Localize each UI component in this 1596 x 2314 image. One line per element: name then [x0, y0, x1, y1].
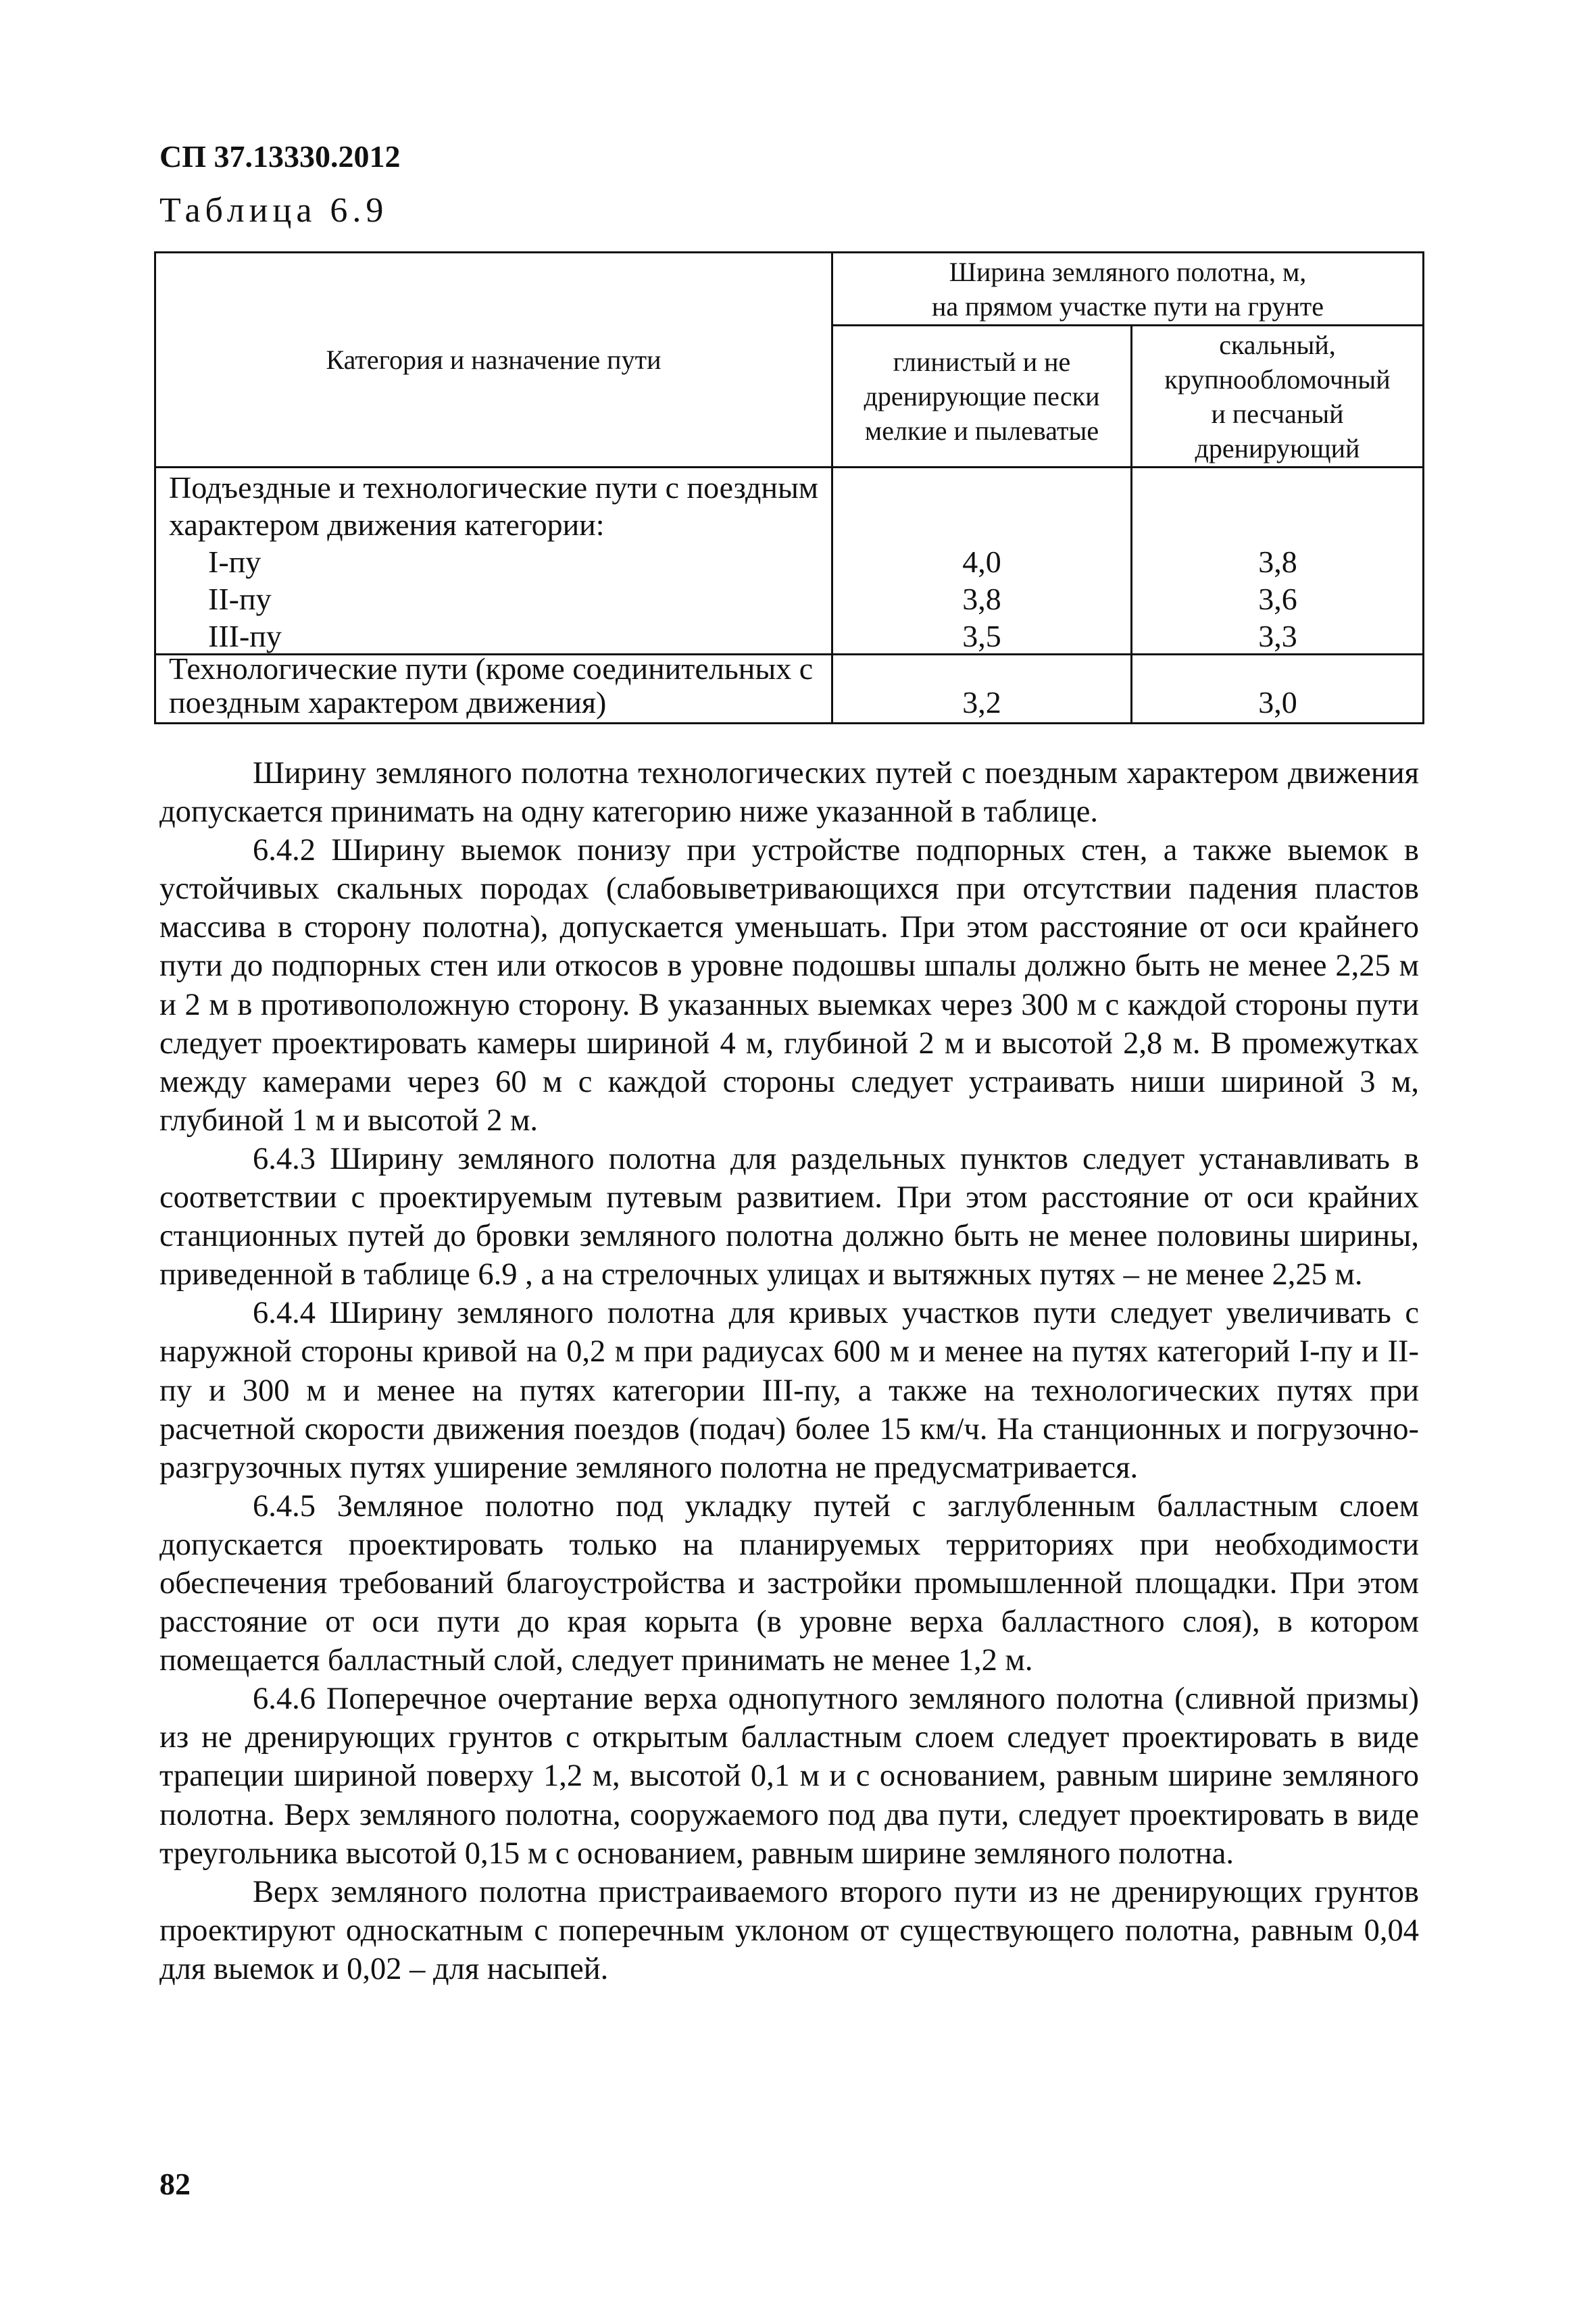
paragraph: Ширину земляного полотна технологических путей с поездным характером движения допускается принимать на одну категорию ниже указанной в таблице. — [159, 756, 1419, 830]
paragraph: 6.4.2 Ширину выемок понизу при устройстве подпорных стен, а также выемок в устойчивых скальных породах (слабовыветривающихся при отсутствии падения пластов массива в сторону полотна), допускается уменьшать. При этом расстояние от оси крайнего пути до подпорных стен или откосов в уровне подошвы шпалы должно быть не менее 2,25 м и 2 м в противоположную сторону. В указанных выемках через 300 м с каждой стороны пути следует проектировать камеры шириной 4 м, глубиной 2 м и высотой 2,8 м. В промежутках между камерами через 60 м с каждой стороны следует устраивать ниши шириной 3 м, глубиной 1 м и высотой 2 м. — [159, 833, 1419, 1138]
header-width-line: на прямом участке пути на грунте — [931, 291, 1324, 322]
row1-clay-value: 3,5 — [962, 619, 1001, 653]
paragraph: 6.4.4 Ширину земляного полотна для кривых участков пути следует увеличивать с наружной стороны кривой на 0,2 м при радиусах 600 м и менее на путях категорий I-пу и II-пу и 300 м и менее на путях категории III-пу, а также на технологических путях при расчетной скорости движения поездов (подач) более 15 км/ч. На станционных и погрузочно-разгрузочных путях уширение земляного полотна не предусматривается. — [159, 1296, 1419, 1485]
row2-title-line: поездным характером движения) — [169, 685, 607, 720]
row2-clay-value: 3,2 — [962, 685, 1001, 720]
document-code: СП 37.13330.2012 — [159, 139, 401, 174]
paragraph: Верх земляного полотна пристраиваемого второго пути из не дренирующих грунтов проектируют односкатным с поперечным уклоном от существующего полотна, равным 0,04 для выемок и 0,02 – для насыпей. — [159, 1874, 1419, 1986]
header-rock-soil — [1132, 326, 1422, 466]
width-table — [154, 251, 1424, 724]
row1-category-label: III-пу — [208, 619, 282, 653]
table-divider-header — [154, 466, 1424, 468]
row1-clay-value: 3,8 — [962, 582, 1001, 616]
header-clay-line: глинистый и не — [893, 347, 1071, 377]
row2-rock-value: 3,0 — [1258, 685, 1297, 720]
header-rock-line: дренирующий — [1195, 432, 1360, 463]
page-number: 82 — [159, 2167, 191, 2201]
header-clay-line: дренирующие пески — [864, 381, 1100, 411]
row1-title-line: характером движения категории: — [169, 507, 605, 542]
header-width-line: Ширина земляного полотна, м, — [949, 256, 1307, 287]
row1-title-line: Подъездные и технологические пути с поездным — [169, 470, 819, 505]
header-width-group — [833, 253, 1422, 324]
row1-rock-value: 3,8 — [1258, 545, 1297, 579]
paragraph: 6.4.3 Ширину земляного полотна для раздельных пунктов следует устанавливать в соответствии с проектируемым путевым развитием. При этом расстояние от оси крайних станционных путей до бровки земляного полотна должно быть не менее половины ширины, приведенной в таблице 6.9 , а на стрелочных улицах и вытяжных путях – не менее 2,25 м. — [159, 1141, 1419, 1292]
header-clay-soil — [833, 326, 1130, 466]
paragraph: 6.4.5 Земляное полотно под укладку путей с заглубленным балластным слоем допускается проектировать только на планируемых территориях при необходимости обеспечения требований благоустройства и застройки промышленной площадки. При этом расстояние от оси пути до края корыта (в уровне верха балластного слоя), в котором помещается балластный слой, следует принимать не менее 1,2 м. — [159, 1488, 1419, 1678]
row1-rock-value: 3,3 — [1258, 619, 1297, 653]
header-category — [156, 253, 831, 466]
row1-category-label: I-пу — [208, 545, 261, 579]
table-caption: Таблица 6.9 — [159, 191, 389, 230]
header-rock-line: крупнообломочный — [1164, 363, 1391, 395]
paragraph: 6.4.6 Поперечное очертание верха однопутного земляного полотна (сливной призмы) из не дренирующих грунтов с открытым балластным слоем следует проектировать в виде трапеции шириной поверху 1,2 м, высотой 0,1 м и с основанием, равным ширине земляного полотна. Верх земляного полотна, сооружаемого под два пути, следует проектировать в виде треугольника высотой 0,15 м с основанием, равным ширине земляного полотна. — [159, 1682, 1419, 1871]
header-category-text: Категория и назначение пути — [326, 345, 662, 375]
row1-rock-value: 3,6 — [1258, 582, 1297, 616]
row2-title-line: Технологические пути (кроме соединительных с — [169, 651, 814, 686]
table-border-bottom — [154, 722, 1424, 724]
header-clay-line: мелкие и пылеватые — [864, 416, 1099, 446]
row1-category-label: II-пу — [208, 582, 272, 616]
body-text — [159, 754, 1419, 1988]
row1-clay-value: 4,0 — [962, 545, 1001, 579]
header-rock-line: скальный, — [1219, 329, 1336, 360]
header-rock-line: и песчаный — [1211, 398, 1344, 429]
